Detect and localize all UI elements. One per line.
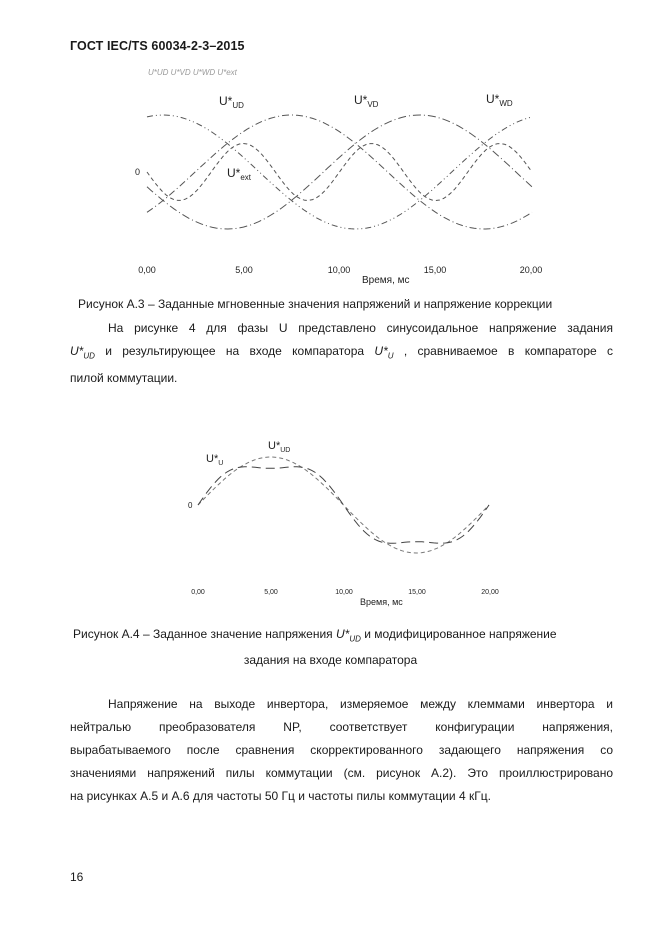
- figure-a3-x-tick: 5,00: [235, 265, 253, 275]
- figure-a3-xlabel: Время, мс: [362, 275, 410, 286]
- figure-a3-x-tick: 10,00: [327, 265, 351, 275]
- paragraph-1-line-1: На рисунке 4 для фазы U представлено синусоидальное напряжение задания: [108, 321, 613, 335]
- line-uud-a4: [198, 457, 489, 553]
- paragraph-2: [70, 693, 613, 808]
- figure-a4-caption-line-1: Рисунок А.4 – Заданное значение напряжения $U*_{UD}$ и модифицированное напряжение: [73, 627, 557, 644]
- figure-a3-x-tick: 20,00: [519, 265, 543, 275]
- figure-a4-x-tick: 15,00: [408, 589, 426, 596]
- var-u-u: $U*_U$: [374, 344, 394, 361]
- var-u-ud: $U*_{UD}$: [70, 344, 95, 361]
- figure-a4-caption-line-2: задания на входе компаратора: [243, 653, 418, 667]
- figure-a4-x-tick: 10,00: [335, 589, 353, 596]
- document-header: ГОСТ IEC/TS 60034-2-3–2015: [70, 39, 245, 53]
- figure-a4-x-tick: 20,00: [481, 589, 499, 596]
- figure-a3-zero-label: 0: [135, 167, 141, 177]
- paragraph-2-line-2: нейтралью преобразователя NP, соответствует конфигурации напряжения,: [70, 720, 613, 734]
- paragraph-2-line-1: Напряжение на выходе инвертора, измеряемое между клеммами инвертора и: [108, 697, 613, 711]
- paragraph-2-line-5: на рисунках А.5 и А.6 для частоты 50 Гц и частоты пилы коммутации 4 кГц.: [70, 789, 491, 803]
- figure-a3-x-tick: 0,00: [138, 265, 156, 275]
- figure-a3-x-tick: 15,00: [423, 265, 447, 275]
- series-label-uvd: $U*_{VD}$: [354, 93, 379, 109]
- series-label-uud: $U*_{UD}$: [219, 94, 244, 110]
- figure-a4-xlabel: Время, мс: [360, 597, 403, 607]
- figure-a4-x-tick: 0,00: [191, 589, 205, 596]
- paragraph-1-line-2: $U*_{UD}$ и результирующее на входе компаратора $U*_U$ , сравниваемое в компараторе с: [70, 344, 613, 361]
- series-label-uud-a4: $U*_{UD}$: [268, 440, 291, 454]
- series-label-uwd: $U*_{WD}$: [486, 92, 513, 108]
- page-number: 16: [70, 870, 84, 884]
- paragraph-1-line-3: пилой коммутации.: [70, 371, 178, 386]
- paragraph-2-line-4: значениями напряжений пилы коммутации (см. рисунок А.2). Это проиллюстрировано: [70, 766, 613, 780]
- figure-a4-x-tick: 5,00: [264, 589, 278, 596]
- paragraph-2-line-3: вырабатываемого после сравнения скорректированного задающего напряжения со: [70, 743, 613, 757]
- series-label-uu: $U*_U$: [206, 453, 224, 467]
- figure-a4-zero-label: 0: [188, 501, 193, 510]
- series-label-uext: $U*_{ext}$: [227, 166, 252, 182]
- figure-a3-caption: Рисунок А.3 – Заданные мгновенные значения напряжений и напряжение коррекции: [78, 297, 553, 311]
- var-u-ud-caption: $U*_{UD}$: [335, 627, 361, 644]
- figure-a3-legend-strip: U*UD U*VD U*WD U*ext: [148, 68, 237, 77]
